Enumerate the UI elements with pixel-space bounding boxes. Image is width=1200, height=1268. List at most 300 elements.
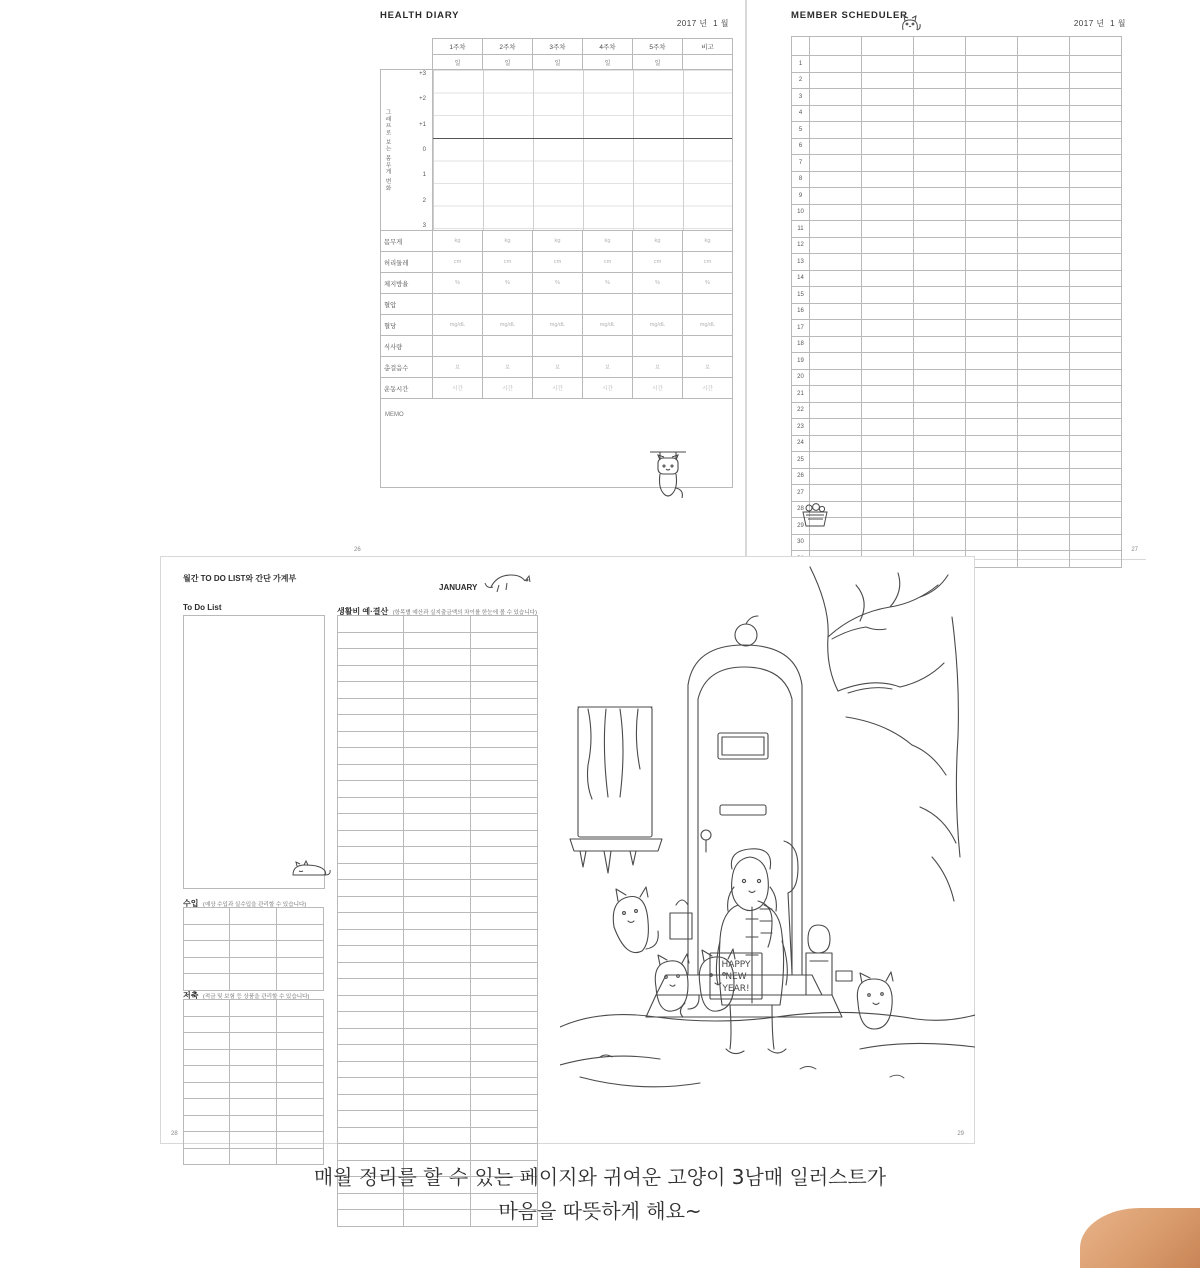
schedule-cell[interactable]	[914, 171, 966, 188]
entry-cell[interactable]	[338, 1094, 404, 1111]
schedule-cell[interactable]	[862, 320, 914, 337]
entry-cell[interactable]	[230, 924, 277, 941]
entry-cell[interactable]	[338, 616, 404, 633]
schedule-cell[interactable]	[810, 237, 862, 254]
entry-cell[interactable]	[338, 962, 404, 979]
schedule-cell[interactable]	[1070, 320, 1122, 337]
entry-cell[interactable]	[338, 715, 404, 732]
schedule-cell[interactable]	[1070, 155, 1122, 172]
entry-cell[interactable]	[338, 913, 404, 930]
schedule-cell[interactable]	[1070, 221, 1122, 238]
entry-cell[interactable]	[471, 649, 538, 666]
col-subheader[interactable]: 일	[633, 55, 683, 70]
row-cell[interactable]	[483, 336, 533, 357]
entry-cell[interactable]	[338, 665, 404, 682]
entry-cell[interactable]	[471, 748, 538, 765]
schedule-cell[interactable]	[810, 72, 862, 89]
entry-cell[interactable]	[184, 1132, 230, 1149]
entry-cell[interactable]	[404, 1144, 471, 1161]
schedule-cell[interactable]	[862, 254, 914, 271]
schedule-cell[interactable]	[914, 188, 966, 205]
row-cell[interactable]: %	[633, 273, 683, 294]
schedule-cell[interactable]	[914, 419, 966, 436]
entry-cell[interactable]	[184, 1049, 230, 1066]
schedule-cell[interactable]	[966, 204, 1018, 221]
schedule-cell[interactable]	[1018, 89, 1070, 106]
schedule-cell[interactable]	[1070, 501, 1122, 518]
entry-cell[interactable]	[184, 1033, 230, 1050]
entry-cell[interactable]	[230, 1115, 277, 1132]
entry-cell[interactable]	[471, 913, 538, 930]
schedule-cell[interactable]	[1018, 204, 1070, 221]
schedule-cell[interactable]	[1070, 105, 1122, 122]
entry-cell[interactable]	[404, 1094, 471, 1111]
schedule-cell[interactable]	[810, 221, 862, 238]
schedule-cell[interactable]	[1070, 72, 1122, 89]
entry-cell[interactable]	[338, 863, 404, 880]
schedule-cell[interactable]	[914, 468, 966, 485]
entry-cell[interactable]	[404, 649, 471, 666]
schedule-cell[interactable]	[1070, 56, 1122, 73]
schedule-cell[interactable]	[1070, 402, 1122, 419]
schedule-cell[interactable]	[1018, 155, 1070, 172]
row-cell[interactable]: kg	[483, 231, 533, 252]
schedule-cell[interactable]	[862, 402, 914, 419]
schedule-cell[interactable]	[810, 435, 862, 452]
entry-cell[interactable]	[338, 682, 404, 699]
schedule-cell[interactable]	[1018, 485, 1070, 502]
schedule-cell[interactable]	[914, 56, 966, 73]
schedule-cell[interactable]	[1070, 551, 1122, 568]
row-cell[interactable]	[433, 294, 483, 315]
row-cell[interactable]: kg	[433, 231, 483, 252]
schedule-cell[interactable]	[862, 435, 914, 452]
schedule-cell[interactable]	[810, 171, 862, 188]
schedule-cell[interactable]	[1018, 386, 1070, 403]
schedule-cell[interactable]	[914, 435, 966, 452]
schedule-cell[interactable]	[966, 287, 1018, 304]
entry-cell[interactable]	[277, 1000, 324, 1017]
entry-cell[interactable]	[338, 847, 404, 864]
entry-cell[interactable]	[338, 929, 404, 946]
row-cell[interactable]: 보	[633, 357, 683, 378]
entry-cell[interactable]	[404, 1078, 471, 1095]
schedule-cell[interactable]	[862, 386, 914, 403]
entry-cell[interactable]	[338, 632, 404, 649]
entry-cell[interactable]	[338, 1012, 404, 1029]
schedule-cell[interactable]	[914, 105, 966, 122]
entry-cell[interactable]	[404, 715, 471, 732]
schedule-cell[interactable]	[810, 402, 862, 419]
row-cell[interactable]: 보	[683, 357, 733, 378]
entry-cell[interactable]	[277, 1132, 324, 1149]
schedule-cell[interactable]	[914, 501, 966, 518]
schedule-cell[interactable]	[966, 534, 1018, 551]
schedule-cell[interactable]	[1018, 303, 1070, 320]
entry-cell[interactable]	[338, 1028, 404, 1045]
entry-cell[interactable]	[184, 908, 230, 925]
entry-cell[interactable]	[338, 1127, 404, 1144]
entry-cell[interactable]	[471, 731, 538, 748]
schedule-cell[interactable]	[1018, 369, 1070, 386]
row-cell[interactable]: kg	[583, 231, 633, 252]
schedule-cell[interactable]	[810, 468, 862, 485]
schedule-cell[interactable]	[1018, 468, 1070, 485]
entry-cell[interactable]	[471, 979, 538, 996]
entry-cell[interactable]	[471, 764, 538, 781]
schedule-cell[interactable]	[966, 435, 1018, 452]
row-cell[interactable]: cm	[633, 252, 683, 273]
schedule-cell[interactable]	[966, 518, 1018, 535]
entry-cell[interactable]	[404, 962, 471, 979]
schedule-cell[interactable]	[1070, 386, 1122, 403]
entry-cell[interactable]	[404, 946, 471, 963]
schedule-cell[interactable]	[810, 122, 862, 139]
schedule-cell[interactable]	[1070, 89, 1122, 106]
schedule-cell[interactable]	[1070, 254, 1122, 271]
schedule-cell[interactable]	[1070, 270, 1122, 287]
entry-cell[interactable]	[277, 1016, 324, 1033]
schedule-cell[interactable]	[966, 386, 1018, 403]
row-cell[interactable]: 시간	[633, 378, 683, 399]
entry-cell[interactable]	[338, 830, 404, 847]
schedule-cell[interactable]	[966, 155, 1018, 172]
entry-cell[interactable]	[404, 880, 471, 897]
entry-cell[interactable]	[404, 1028, 471, 1045]
row-cell[interactable]: 시간	[583, 378, 633, 399]
entry-cell[interactable]	[184, 1082, 230, 1099]
entry-cell[interactable]	[277, 1082, 324, 1099]
schedule-cell[interactable]	[914, 402, 966, 419]
row-cell[interactable]	[533, 294, 583, 315]
entry-cell[interactable]	[338, 1078, 404, 1095]
schedule-cell[interactable]	[966, 501, 1018, 518]
row-cell[interactable]: %	[683, 273, 733, 294]
entry-cell[interactable]	[338, 698, 404, 715]
schedule-cell[interactable]	[1018, 237, 1070, 254]
schedule-cell[interactable]	[1070, 353, 1122, 370]
row-cell[interactable]: mg/dL	[633, 315, 683, 336]
entry-cell[interactable]	[404, 682, 471, 699]
schedule-cell[interactable]	[1070, 452, 1122, 469]
schedule-cell[interactable]	[914, 369, 966, 386]
schedule-cell[interactable]	[1070, 287, 1122, 304]
schedule-cell[interactable]	[810, 419, 862, 436]
entry-cell[interactable]	[277, 924, 324, 941]
entry-cell[interactable]	[471, 830, 538, 847]
entry-cell[interactable]	[338, 1144, 404, 1161]
row-cell[interactable]: 시간	[483, 378, 533, 399]
schedule-cell[interactable]	[1070, 188, 1122, 205]
entry-cell[interactable]	[404, 1061, 471, 1078]
row-cell[interactable]: 보	[533, 357, 583, 378]
row-cell[interactable]: 시간	[433, 378, 483, 399]
schedule-cell[interactable]	[1070, 518, 1122, 535]
budget-table[interactable]	[337, 615, 538, 1227]
schedule-cell[interactable]	[1018, 402, 1070, 419]
schedule-cell[interactable]	[914, 303, 966, 320]
entry-cell[interactable]	[230, 1082, 277, 1099]
entry-cell[interactable]	[404, 863, 471, 880]
schedule-cell[interactable]	[1018, 452, 1070, 469]
entry-cell[interactable]	[184, 924, 230, 941]
row-cell[interactable]: mg/dL	[683, 315, 733, 336]
entry-cell[interactable]	[277, 1099, 324, 1116]
entry-cell[interactable]	[338, 781, 404, 798]
entry-cell[interactable]	[404, 665, 471, 682]
entry-cell[interactable]	[404, 797, 471, 814]
entry-cell[interactable]	[404, 896, 471, 913]
entry-cell[interactable]	[338, 880, 404, 897]
schedule-cell[interactable]	[1018, 435, 1070, 452]
row-cell[interactable]: cm	[483, 252, 533, 273]
schedule-cell[interactable]	[1070, 336, 1122, 353]
entry-cell[interactable]	[471, 1094, 538, 1111]
schedule-cell[interactable]	[914, 72, 966, 89]
entry-cell[interactable]	[184, 1000, 230, 1017]
row-cell[interactable]: 보	[583, 357, 633, 378]
schedule-cell[interactable]	[1018, 419, 1070, 436]
row-cell[interactable]: 보	[483, 357, 533, 378]
entry-cell[interactable]	[404, 698, 471, 715]
row-cell[interactable]	[433, 336, 483, 357]
schedule-cell[interactable]	[1070, 204, 1122, 221]
schedule-cell[interactable]	[914, 386, 966, 403]
entry-cell[interactable]	[184, 957, 230, 974]
schedule-cell[interactable]	[966, 320, 1018, 337]
entry-cell[interactable]	[471, 715, 538, 732]
schedule-cell[interactable]	[1070, 303, 1122, 320]
entry-cell[interactable]	[404, 632, 471, 649]
entry-cell[interactable]	[471, 698, 538, 715]
schedule-cell[interactable]	[914, 452, 966, 469]
schedule-cell[interactable]	[966, 122, 1018, 139]
schedule-cell[interactable]	[862, 122, 914, 139]
row-cell[interactable]: kg	[533, 231, 583, 252]
col-subheader[interactable]: 일	[483, 55, 533, 70]
schedule-cell[interactable]	[914, 254, 966, 271]
entry-cell[interactable]	[338, 1061, 404, 1078]
schedule-cell[interactable]	[966, 468, 1018, 485]
entry-cell[interactable]	[471, 863, 538, 880]
row-cell[interactable]: %	[483, 273, 533, 294]
schedule-cell[interactable]	[914, 320, 966, 337]
row-cell[interactable]: mg/dL	[533, 315, 583, 336]
income-table[interactable]	[183, 907, 324, 991]
row-cell[interactable]	[633, 336, 683, 357]
schedule-cell[interactable]	[966, 56, 1018, 73]
row-cell[interactable]	[633, 294, 683, 315]
schedule-cell[interactable]	[966, 303, 1018, 320]
entry-cell[interactable]	[471, 682, 538, 699]
schedule-cell[interactable]	[1018, 320, 1070, 337]
schedule-cell[interactable]	[810, 188, 862, 205]
schedule-cell[interactable]	[862, 89, 914, 106]
schedule-cell[interactable]	[810, 320, 862, 337]
entry-cell[interactable]	[471, 1045, 538, 1062]
entry-cell[interactable]	[471, 665, 538, 682]
entry-cell[interactable]	[404, 1111, 471, 1128]
schedule-cell[interactable]	[810, 534, 862, 551]
schedule-cell[interactable]	[862, 485, 914, 502]
schedule-cell[interactable]	[810, 155, 862, 172]
schedule-cell[interactable]	[1018, 254, 1070, 271]
schedule-cell[interactable]	[966, 254, 1018, 271]
entry-cell[interactable]	[184, 1115, 230, 1132]
schedule-cell[interactable]	[862, 419, 914, 436]
row-cell[interactable]	[483, 294, 533, 315]
entry-cell[interactable]	[471, 896, 538, 913]
schedule-cell[interactable]	[914, 89, 966, 106]
schedule-cell[interactable]	[1070, 485, 1122, 502]
schedule-cell[interactable]	[966, 171, 1018, 188]
schedule-cell[interactable]	[1070, 122, 1122, 139]
entry-cell[interactable]	[471, 1111, 538, 1128]
entry-cell[interactable]	[471, 797, 538, 814]
schedule-cell[interactable]	[966, 369, 1018, 386]
row-cell[interactable]	[533, 336, 583, 357]
schedule-cell[interactable]	[862, 336, 914, 353]
entry-cell[interactable]	[230, 908, 277, 925]
entry-cell[interactable]	[471, 616, 538, 633]
entry-cell[interactable]	[230, 957, 277, 974]
entry-cell[interactable]	[471, 929, 538, 946]
row-cell[interactable]: 보	[433, 357, 483, 378]
entry-cell[interactable]	[230, 1016, 277, 1033]
col-subheader[interactable]: 일	[433, 55, 483, 70]
schedule-cell[interactable]	[1018, 171, 1070, 188]
row-cell[interactable]: cm	[583, 252, 633, 273]
entry-cell[interactable]	[338, 979, 404, 996]
schedule-cell[interactable]	[966, 188, 1018, 205]
entry-cell[interactable]	[338, 797, 404, 814]
entry-cell[interactable]	[471, 781, 538, 798]
schedule-cell[interactable]	[914, 122, 966, 139]
entry-cell[interactable]	[277, 1115, 324, 1132]
row-cell[interactable]: cm	[683, 252, 733, 273]
schedule-cell[interactable]	[810, 105, 862, 122]
entry-cell[interactable]	[404, 1012, 471, 1029]
schedule-cell[interactable]	[1070, 138, 1122, 155]
row-cell[interactable]: mg/dL	[583, 315, 633, 336]
schedule-cell[interactable]	[1018, 56, 1070, 73]
entry-cell[interactable]	[471, 1028, 538, 1045]
entry-cell[interactable]	[277, 908, 324, 925]
entry-cell[interactable]	[338, 748, 404, 765]
entry-cell[interactable]	[471, 946, 538, 963]
row-cell[interactable]: kg	[633, 231, 683, 252]
schedule-cell[interactable]	[914, 155, 966, 172]
entry-cell[interactable]	[338, 1111, 404, 1128]
entry-cell[interactable]	[338, 896, 404, 913]
schedule-cell[interactable]	[966, 89, 1018, 106]
schedule-cell[interactable]	[810, 89, 862, 106]
schedule-cell[interactable]	[966, 105, 1018, 122]
schedule-cell[interactable]	[810, 138, 862, 155]
schedule-cell[interactable]	[914, 270, 966, 287]
entry-cell[interactable]	[404, 830, 471, 847]
schedule-cell[interactable]	[914, 237, 966, 254]
entry-cell[interactable]	[471, 814, 538, 831]
entry-cell[interactable]	[404, 995, 471, 1012]
schedule-cell[interactable]	[862, 353, 914, 370]
entry-cell[interactable]	[230, 1066, 277, 1083]
entry-cell[interactable]	[338, 731, 404, 748]
schedule-cell[interactable]	[862, 155, 914, 172]
schedule-cell[interactable]	[1018, 138, 1070, 155]
schedule-cell[interactable]	[810, 204, 862, 221]
schedule-cell[interactable]	[914, 287, 966, 304]
schedule-cell[interactable]	[914, 138, 966, 155]
schedule-cell[interactable]	[1018, 534, 1070, 551]
schedule-cell[interactable]	[1070, 468, 1122, 485]
schedule-cell[interactable]	[966, 402, 1018, 419]
schedule-cell[interactable]	[810, 386, 862, 403]
entry-cell[interactable]	[404, 847, 471, 864]
schedule-cell[interactable]	[862, 452, 914, 469]
entry-cell[interactable]	[338, 946, 404, 963]
schedule-cell[interactable]	[810, 270, 862, 287]
schedule-cell[interactable]	[1070, 237, 1122, 254]
entry-cell[interactable]	[404, 1045, 471, 1062]
schedule-cell[interactable]	[810, 452, 862, 469]
entry-cell[interactable]	[184, 1066, 230, 1083]
schedule-cell[interactable]	[862, 369, 914, 386]
schedule-cell[interactable]	[862, 534, 914, 551]
schedule-cell[interactable]	[862, 237, 914, 254]
entry-cell[interactable]	[404, 616, 471, 633]
entry-cell[interactable]	[471, 847, 538, 864]
schedule-cell[interactable]	[1018, 72, 1070, 89]
entry-cell[interactable]	[471, 1012, 538, 1029]
entry-cell[interactable]	[471, 1061, 538, 1078]
schedule-cell[interactable]	[862, 270, 914, 287]
schedule-cell[interactable]	[810, 254, 862, 271]
schedule-cell[interactable]	[914, 518, 966, 535]
schedule-cell[interactable]	[810, 287, 862, 304]
schedule-cell[interactable]	[810, 336, 862, 353]
schedule-cell[interactable]	[914, 353, 966, 370]
schedule-cell[interactable]	[1070, 435, 1122, 452]
entry-cell[interactable]	[404, 979, 471, 996]
schedule-cell[interactable]	[810, 56, 862, 73]
row-cell[interactable]: %	[583, 273, 633, 294]
entry-cell[interactable]	[277, 1049, 324, 1066]
entry-cell[interactable]	[471, 962, 538, 979]
entry-cell[interactable]	[184, 941, 230, 958]
entry-cell[interactable]	[230, 1033, 277, 1050]
entry-cell[interactable]	[404, 731, 471, 748]
entry-cell[interactable]	[230, 941, 277, 958]
entry-cell[interactable]	[230, 1049, 277, 1066]
schedule-cell[interactable]	[862, 188, 914, 205]
schedule-cell[interactable]	[1018, 188, 1070, 205]
schedule-cell[interactable]	[1070, 534, 1122, 551]
schedule-cell[interactable]	[914, 336, 966, 353]
row-cell[interactable]: kg	[683, 231, 733, 252]
schedule-cell[interactable]	[862, 518, 914, 535]
schedule-cell[interactable]	[1018, 336, 1070, 353]
entry-cell[interactable]	[471, 1078, 538, 1095]
schedule-cell[interactable]	[966, 72, 1018, 89]
row-cell[interactable]: cm	[433, 252, 483, 273]
schedule-cell[interactable]	[1018, 122, 1070, 139]
entry-cell[interactable]	[404, 929, 471, 946]
entry-cell[interactable]	[404, 913, 471, 930]
schedule-cell[interactable]	[810, 369, 862, 386]
schedule-cell[interactable]	[914, 204, 966, 221]
entry-cell[interactable]	[338, 764, 404, 781]
